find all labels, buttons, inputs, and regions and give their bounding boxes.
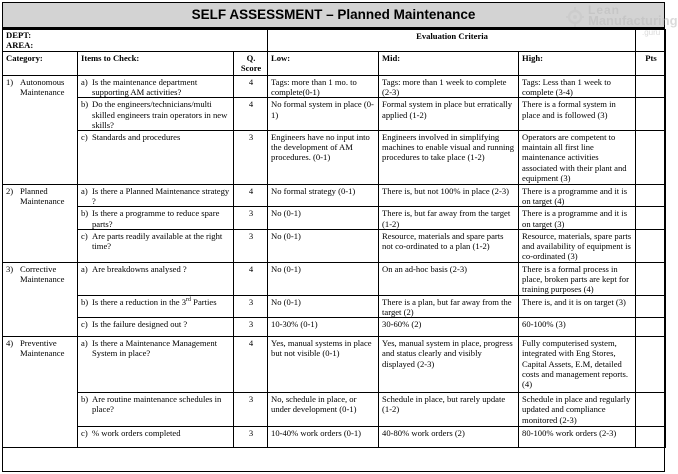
pts-cell[interactable] [636, 131, 666, 185]
low-criteria: Engineers have no input into the development of AM procedures. (0-1) [268, 131, 379, 185]
item-text: Is the failure designed out ? [92, 319, 188, 330]
area-label: AREA: [6, 39, 34, 50]
pts-header-top [636, 30, 666, 52]
item-letter: a) [81, 263, 88, 274]
low-header: Low: [268, 52, 379, 76]
high-criteria: Schedule in place and regularly updated and compliance monitored (2-3) [519, 393, 636, 427]
item-text-part: Parties [191, 296, 217, 307]
high-criteria: There is a formal system in place and is followed (3) [519, 98, 636, 131]
table-row [3, 262, 666, 295]
mid-criteria: Formal system in place but erratically applied (1-2) [379, 98, 519, 131]
watermark-line1: Lean [588, 3, 621, 17]
q-score: 4 [234, 185, 268, 207]
item-letter: b) [81, 394, 89, 405]
high-criteria: 60-100% (3) [519, 318, 636, 337]
low-criteria: No (0-1) [268, 262, 379, 295]
low-criteria: No formal system in place (0-1) [268, 98, 379, 131]
high-criteria: There is a programme and it is on target (4) [519, 185, 636, 207]
item-letter: b) [81, 99, 89, 110]
low-criteria: No (0-1) [268, 207, 379, 229]
item-text-part: Is there a reduction in the 3 [92, 296, 187, 307]
assessment-table [2, 29, 666, 448]
item-text: Is there a Maintenance Management System in place? [92, 338, 218, 359]
q-score: 4 [234, 337, 268, 393]
pts-cell[interactable] [636, 295, 666, 317]
mid-criteria: Engineers involved in simplifying machines to enable visual and running procedures to take place (1-2) [379, 131, 519, 185]
q-score: 3 [234, 131, 268, 185]
mid-criteria: Schedule in place, but rarely update (1-2) [379, 393, 519, 427]
category-number: 4) [6, 338, 14, 349]
pts-header: Pts [636, 52, 666, 76]
item-letter: a) [81, 338, 88, 349]
items-header: Items to Check: [78, 52, 234, 76]
category-header: Category: [3, 52, 78, 76]
category-number: 2) [6, 186, 14, 197]
evaluation-criteria-header: Evaluation Criteria [268, 30, 636, 52]
low-criteria: Yes, manual systems in place but not visible (0-1) [268, 337, 379, 393]
mid-criteria: Resource, materials and spare parts not co-ordinated to a plan (1-2) [379, 229, 519, 262]
watermark-line2: Manufacturing [588, 13, 678, 28]
table-row [3, 295, 666, 317]
item-text [92, 297, 217, 307]
high-criteria: Tags: Less than 1 week to complete (3-4) [519, 76, 636, 98]
q-score: 3 [234, 393, 268, 427]
low-criteria: 10-30% (0-1) [268, 318, 379, 337]
low-criteria: Tags: more than 1 mo. to complete(0-1) [268, 76, 379, 98]
category-cell [3, 337, 78, 448]
pts-cell[interactable] [636, 262, 666, 295]
category-cell [3, 185, 78, 263]
table-row [3, 337, 666, 393]
pts-cell[interactable] [636, 337, 666, 393]
category-number: 3) [6, 263, 14, 274]
gear-logo-icon [566, 5, 584, 29]
q-score: 3 [234, 207, 268, 229]
table-row [3, 229, 666, 262]
table-row [3, 131, 666, 185]
mid-criteria: There is, but far away from the target (1-2) [379, 207, 519, 229]
high-criteria: There is, and it is on target (3) [519, 295, 636, 317]
table-row [3, 318, 666, 337]
table-row [3, 98, 666, 131]
category-number: 1) [6, 77, 14, 87]
table-row [3, 427, 666, 448]
item-text: Are routine maintenance schedules in place? [92, 394, 222, 415]
pts-cell[interactable] [636, 76, 666, 98]
category-cell [3, 76, 78, 185]
category-cell [3, 262, 78, 336]
q-score: 3 [234, 295, 268, 317]
low-criteria: No (0-1) [268, 295, 379, 317]
item-letter: c) [81, 230, 88, 241]
item-text: Is there a Planned Maintenance strategy ? [92, 186, 230, 207]
pts-cell[interactable] [636, 393, 666, 427]
pts-cell[interactable] [636, 427, 666, 448]
pts-cell[interactable] [636, 318, 666, 337]
q-score: 3 [234, 427, 268, 448]
page-title: SELF ASSESSMENT – Planned Maintenance [2, 2, 665, 29]
item-text: Is there a programme to reduce spare parts? [92, 208, 220, 229]
item-text: Standards and procedures [92, 132, 181, 143]
mid-criteria: Yes, manual system in place, progress and status clearly and visibly displayed (2-3) [379, 337, 519, 393]
mid-criteria: 40-80% work orders (2) [379, 427, 519, 448]
category-name: Preventive Maintenance [20, 338, 65, 359]
mid-criteria: Tags: more than 1 week to complete (2-3) [379, 76, 519, 98]
mid-criteria: 30-60% (2) [379, 318, 519, 337]
q-score: 4 [234, 262, 268, 295]
q-score: 4 [234, 76, 268, 98]
mid-criteria: On an ad-hoc basis (2-3) [379, 262, 519, 295]
item-letter: c) [81, 428, 88, 439]
item-letter: c) [81, 132, 88, 143]
q-score: 3 [234, 229, 268, 262]
pts-cell[interactable] [636, 207, 666, 229]
high-criteria: 80-100% work orders (2-3) [519, 427, 636, 448]
table-row [3, 185, 666, 207]
high-criteria: Operators are competent to maintain all first line maintenance activities associated with their plant and equipment (3) [519, 131, 636, 185]
item-text: % work orders completed [92, 428, 181, 439]
dept-area-cell [3, 30, 268, 52]
item-letter: a) [81, 77, 88, 87]
category-name: Corrective Maintenance [20, 263, 65, 285]
item-text: Are breakdowns analysed ? [92, 263, 187, 274]
item-letter: b) [81, 296, 89, 307]
high-criteria: Fully computerised system, integrated with Eng Stores, Capital Assets, E.M, detailed costs and management reports. (4) [519, 337, 636, 393]
category-name: Autonomous Maintenance [20, 77, 65, 98]
table-row [3, 76, 666, 98]
q-score-header: Q. Score [234, 52, 268, 76]
item-text: Do the engineers/technicians/multi skilled engineers train operators in new skills? [92, 99, 228, 130]
watermark-line3: .guru [642, 28, 661, 37]
item-letter: b) [81, 208, 89, 219]
low-criteria: 10-40% work orders (0-1) [268, 427, 379, 448]
q-score: 3 [234, 318, 268, 337]
table-row [3, 207, 666, 229]
mid-header: Mid: [379, 52, 519, 76]
high-criteria: There is a programme and it is on target (3) [519, 207, 636, 229]
item-text: Are parts readily available at the right time? [92, 230, 223, 252]
item-letter: c) [81, 319, 88, 330]
table-row [3, 393, 666, 427]
category-name: Planned Maintenance [20, 186, 65, 207]
low-criteria: No, schedule in place, or under development (0-1) [268, 393, 379, 427]
pts-cell[interactable] [636, 185, 666, 207]
high-criteria: There is a formal process in place, broken parts are kept for training purposes (4) [519, 262, 636, 295]
pts-cell[interactable] [636, 98, 666, 131]
item-text: Is the maintenance department supporting AM activities? [92, 77, 198, 98]
low-criteria: No (0-1) [268, 229, 379, 262]
pts-cell[interactable] [636, 229, 666, 262]
q-score: 4 [234, 98, 268, 131]
low-criteria: No formal strategy (0-1) [268, 185, 379, 207]
mid-criteria: There is, but not 100% in place (2-3) [379, 185, 519, 207]
dept-label: DEPT: [6, 30, 32, 40]
high-header: High: [519, 52, 636, 76]
item-letter: a) [81, 186, 88, 197]
mid-criteria: There is a plan, but far away from the target (2) [379, 295, 519, 317]
high-criteria: Resource, materials, spare parts and availability of equipment is co-ordinated (3) [519, 229, 636, 262]
ordinal-suffix: rd [186, 296, 192, 303]
